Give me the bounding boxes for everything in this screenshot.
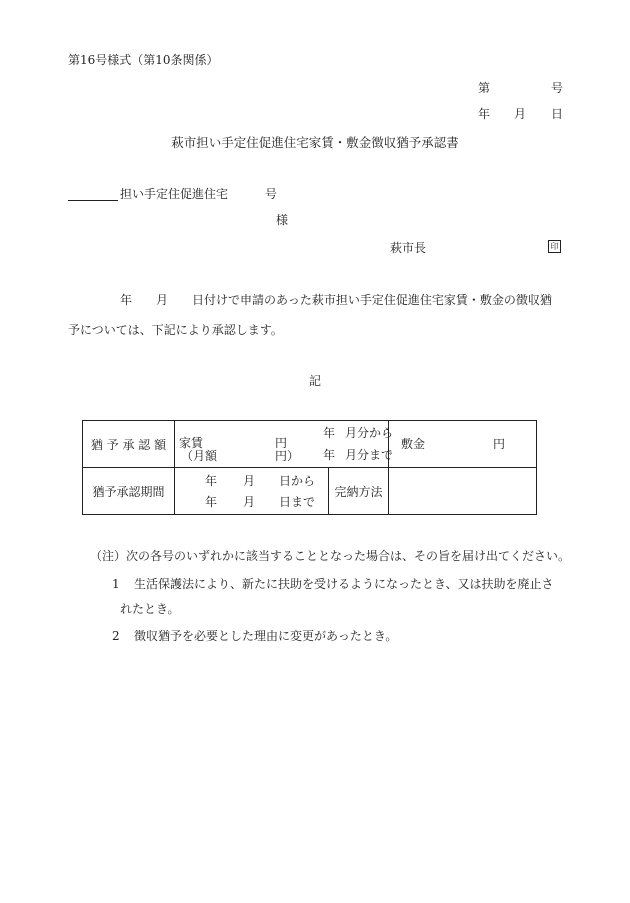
monthly-yen: 円） bbox=[275, 449, 300, 463]
monthly-label: （月額 bbox=[181, 449, 218, 463]
body-line2: 予については、下記により承認します。 bbox=[68, 323, 283, 337]
body-month: 月 bbox=[156, 293, 169, 307]
addressee-label: 担い手定住促進住宅 bbox=[120, 187, 229, 201]
to-year: 年 bbox=[323, 448, 336, 462]
date-year: 年 bbox=[478, 107, 491, 121]
date-month: 月 bbox=[514, 107, 527, 121]
end-year: 年 bbox=[205, 495, 218, 509]
rent-label: 家賃 bbox=[179, 436, 204, 450]
period-cell bbox=[175, 468, 329, 515]
to-text: 月分まで bbox=[345, 448, 394, 462]
note-item-2-text: 徴収猶予を必要とした理由に変更があったとき。 bbox=[134, 629, 398, 643]
payment-method-value bbox=[389, 468, 537, 515]
ki-heading: 記 bbox=[308, 374, 321, 388]
doc-number-prefix: 第 bbox=[478, 81, 491, 95]
start-year: 年 bbox=[205, 474, 218, 488]
row1-header: 猶 予 承 認 額 bbox=[83, 421, 175, 468]
body-year: 年 bbox=[120, 293, 133, 307]
addressee-number-suffix: 号 bbox=[265, 187, 278, 201]
end-month: 月 bbox=[243, 495, 256, 509]
payment-method-label: 完納方法 bbox=[329, 468, 389, 515]
note-item-1-line2: れたとき。 bbox=[120, 602, 180, 616]
end-text: 日まで bbox=[279, 495, 316, 509]
start-text: 日から bbox=[279, 474, 316, 488]
table-row bbox=[83, 421, 537, 468]
note-item-1-number: 1 bbox=[112, 577, 120, 591]
doc-number-suffix: 号 bbox=[551, 81, 564, 95]
seal-icon: 印 bbox=[548, 240, 561, 253]
notes-intro: （注）次の各号のいずれかに該当することとなった場合は、その旨を届け出てください。 bbox=[90, 549, 571, 563]
issuer-name: 萩市長 bbox=[390, 241, 427, 255]
row2-header: 猶予承認期間 bbox=[83, 468, 175, 515]
form-number-label: 第16号様式（第10条関係） bbox=[68, 53, 219, 67]
deposit-yen: 円 bbox=[493, 437, 506, 451]
table-row bbox=[83, 468, 537, 515]
approval-table bbox=[82, 420, 537, 515]
note-item-1-line1: 生活保護法により、新たに扶助を受けるようになったとき、又は扶助を廃止さ bbox=[134, 577, 554, 591]
rent-cell bbox=[175, 421, 394, 468]
body-line1: 日付けで申請のあった萩市担い手定住促進住宅家賃・敷金の徴収猶 bbox=[192, 293, 552, 307]
date-day: 日 bbox=[551, 107, 564, 121]
document-title: 萩市担い手定住促進住宅家賃・敷金徴収猶予承認書 bbox=[171, 135, 459, 150]
start-month: 月 bbox=[243, 474, 256, 488]
from-year: 年 bbox=[323, 426, 336, 440]
rent-yen: 円 bbox=[275, 436, 288, 450]
addressee-blank-line bbox=[68, 200, 118, 201]
from-text: 月分から bbox=[345, 426, 394, 440]
note-item-2-number: 2 bbox=[112, 629, 120, 643]
addressee-honorific: 様 bbox=[276, 213, 289, 227]
deposit-cell bbox=[389, 421, 537, 468]
deposit-label: 敷金 bbox=[401, 437, 426, 451]
